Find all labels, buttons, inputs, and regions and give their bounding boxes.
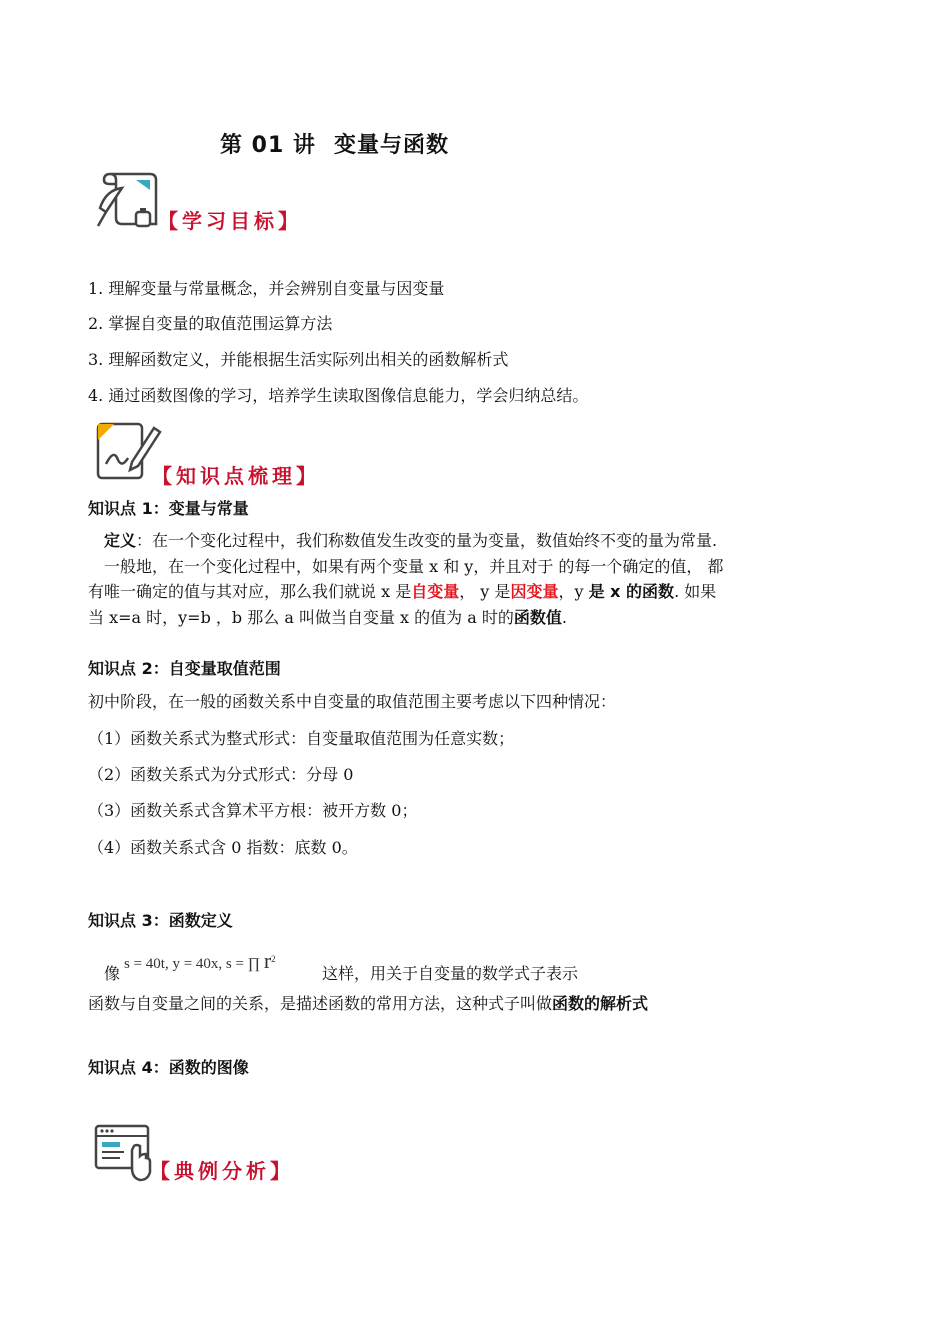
kp1-paragraph-line2: 有唯一确定的值与其对应，那么我们就说 x 是自变量， y 是因变量，y 是 x 的函数. 如果 <box>88 582 717 601</box>
objective-item: 3. 理解函数定义，并能根据生活实际列出相关的函数解析式 <box>88 350 509 369</box>
kp1-definition <box>104 531 717 551</box>
independent-variable-term: 自变量 <box>411 582 460 601</box>
lecture-number: 第 01 讲 <box>220 133 316 158</box>
kp2-item: （2）函数关系式为分式形式：分母 0 <box>88 765 354 784</box>
kp2-item: （1）函数关系式为整式形式：自变量取值范围为任意实数； <box>88 729 515 748</box>
objective-item: 1. 理解变量与常量概念，并会辨别自变量与因变量 <box>88 279 445 298</box>
kp3-heading: 知识点 3：函数定义 <box>88 911 233 930</box>
kp3-prefix: 像 <box>104 964 121 983</box>
kp2-item: （3）函数关系式含算术平方根：被开方数 0； <box>88 801 418 820</box>
objective-item: 4. 通过函数图像的学习，培养学生读取图像信息能力，学会归纳总结。 <box>88 386 589 405</box>
kp3-line2: 函数与自变量之间的关系，是描述函数的常用方法，这种式子叫做函数的解析式 <box>88 994 649 1013</box>
definition-text: ：在一个变化过程中，我们称数值发生改变的量为变量，数值始终不变的量为常量. <box>136 531 718 550</box>
scroll-quill-icon <box>92 168 162 234</box>
knowledge-banner: 【知识点梳理】 <box>152 464 320 488</box>
kp2-item: （4）函数关系式含 0 指数：底数 0。 <box>88 838 358 857</box>
lecture-topic: 变量与函数 <box>333 133 449 158</box>
objective-item: 2. 掌握自变量的取值范围运算方法 <box>88 314 333 333</box>
analytic-expression-term: 函数的解析式 <box>552 994 649 1013</box>
kp2-heading: 知识点 2：自变量取值范围 <box>88 659 281 678</box>
browser-hand-icon <box>92 1120 156 1186</box>
function-of-x-term: 是 x 的函数 <box>588 582 675 601</box>
kp3-formula: s = 40t, y = 40x, s = ∏ $r^2$ <box>124 948 276 973</box>
page-title <box>220 128 449 159</box>
kp1-paragraph-line3: 当 x=a 时，y=b ，b 那么 a 叫做当自变量 x 的值为 a 时的函数值. <box>88 608 567 627</box>
function-value-term: 函数值 <box>513 608 562 627</box>
definition-label: 定义 <box>104 531 137 550</box>
kp1-heading: 知识点 1：变量与常量 <box>88 499 249 518</box>
dependent-variable-term: 因变量 <box>510 582 559 601</box>
kp4-heading: 知识点 4：函数的图像 <box>88 1058 249 1077</box>
examples-banner: 【典例分析】 <box>150 1159 294 1183</box>
kp1-paragraph-line1: 一般地，在一个变化过程中，如果有两个变量 x 和 y，并且对于 的每一个确定的值， 都 <box>104 557 724 576</box>
kp3-suffix: 这样，用关于自变量的数学式子表示 <box>322 964 579 983</box>
objectives-banner: 【学习目标】 <box>158 209 302 233</box>
kp2-intro: 初中阶段，在一般的函数关系中自变量的取值范围主要考虑以下四种情况： <box>88 692 617 711</box>
